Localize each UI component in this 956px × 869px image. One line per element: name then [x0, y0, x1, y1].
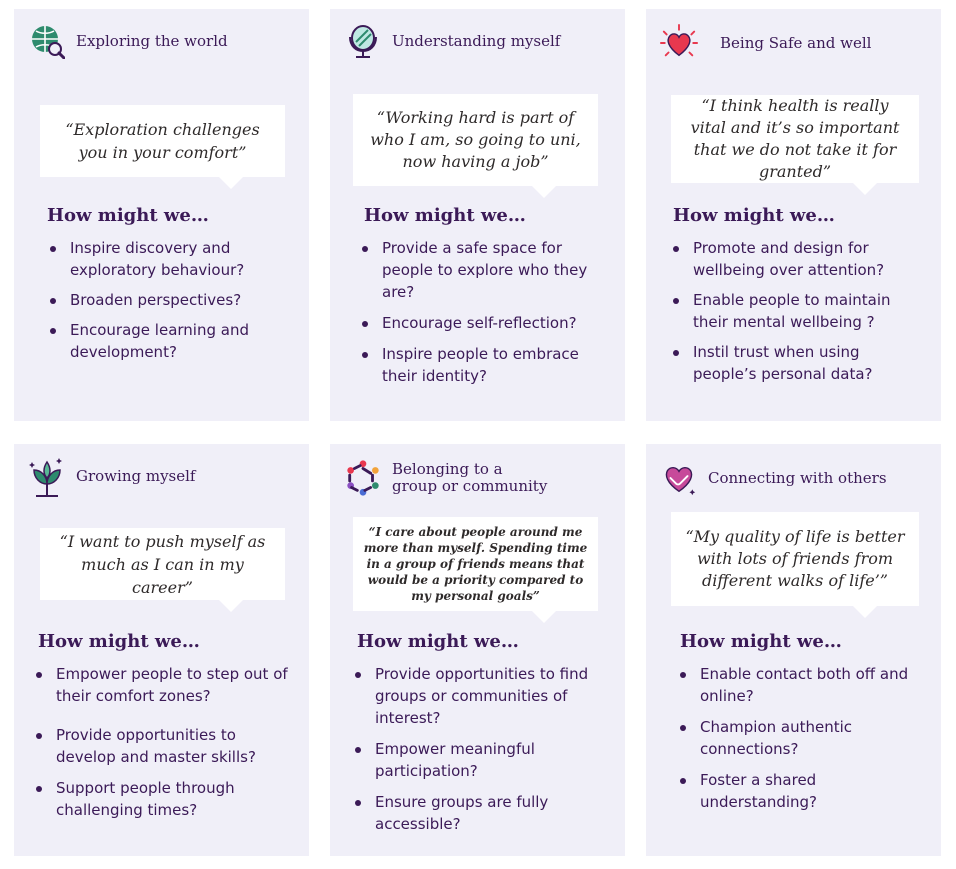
list-item: Broaden perspectives?: [48, 289, 298, 311]
question-list: [671, 237, 926, 385]
plant-icon: [28, 457, 66, 495]
how-might-we-heading: How might we…: [364, 205, 526, 226]
card-header: [660, 23, 871, 63]
card-title: Connecting with others: [708, 468, 887, 487]
list-item: Enable people to maintain their mental wellbeing ?: [671, 289, 926, 333]
card-title: Exploring the world: [76, 31, 228, 50]
list-item: Provide opportunities to develop and master skills?: [34, 724, 289, 768]
card-title: Belonging to a group or community: [392, 460, 548, 495]
list-item: Champion authentic connections?: [678, 716, 933, 760]
card-exploring-the-world: [14, 9, 309, 421]
list-item: Inspire people to embrace their identity?: [360, 343, 610, 387]
card-title: Being Safe and well: [720, 33, 872, 52]
list-item: Foster a shared understanding?: [678, 769, 933, 813]
list-item: Encourage self-reflection?: [360, 312, 610, 334]
heart-icon: [660, 24, 698, 62]
quote-bubble: “I care about people around me more than myself. Spending time in a group of friends means that would be a priority compared to my personal goals”: [353, 517, 598, 611]
quote-bubble: “Working hard is part of who I am, so going to uni, now having a job”: [353, 94, 598, 186]
how-might-we-heading: How might we…: [38, 631, 200, 652]
how-might-we-heading: How might we…: [673, 205, 835, 226]
list-item: Empower meaningful participation?: [353, 738, 613, 782]
list-item: Instil trust when using people’s personal data?: [671, 341, 926, 385]
card-growing-myself: [14, 444, 309, 856]
card-title: Growing myself: [76, 466, 196, 485]
list-item: Promote and design for wellbeing over attention?: [671, 237, 926, 281]
quote-bubble: “I want to push myself as much as I can in my career”: [40, 528, 285, 600]
card-belonging-to-a-group: [330, 444, 625, 856]
card-header: [344, 21, 560, 61]
list-item: Empower people to step out of their comfort zones?: [34, 663, 289, 707]
list-item: Provide opportunities to find groups or communities of interest?: [353, 663, 613, 729]
card-header: [344, 458, 552, 498]
community-icon: [344, 459, 382, 497]
card-header: [28, 456, 195, 496]
list-item: Inspire discovery and exploratory behaviour?: [48, 237, 298, 281]
how-might-we-heading: How might we…: [680, 631, 842, 652]
question-list: [48, 237, 298, 363]
quote-bubble: “Exploration challenges you in your comfort”: [40, 105, 285, 177]
list-item: Provide a safe space for people to explore who they are?: [360, 237, 610, 303]
how-might-we-heading: How might we…: [357, 631, 519, 652]
card-title: Understanding myself: [392, 31, 561, 50]
globe-search-icon: [28, 22, 66, 60]
card-being-safe-and-well: [646, 9, 941, 421]
question-list: [353, 663, 613, 835]
question-list: [34, 663, 289, 821]
how-might-we-heading: How might we…: [47, 205, 209, 226]
card-understanding-myself: [330, 9, 625, 421]
question-list: [678, 663, 933, 813]
mirror-icon: [344, 22, 382, 60]
list-item: Ensure groups are fully accessible?: [353, 791, 613, 835]
quote-bubble: “My quality of life is better with lots of friends from different walks of life’”: [671, 512, 919, 606]
list-item: Enable contact both off and online?: [678, 663, 933, 707]
question-list: [360, 237, 610, 387]
handshake-heart-icon: [660, 459, 698, 497]
card-connecting-with-others: [646, 444, 941, 856]
card-header: [660, 458, 887, 498]
list-item: Encourage learning and development?: [48, 319, 298, 363]
quote-bubble: “I think health is really vital and it’s so important that we do not take it for granted”: [671, 95, 919, 183]
card-header: [28, 21, 228, 61]
list-item: Support people through challenging times?: [34, 777, 289, 821]
